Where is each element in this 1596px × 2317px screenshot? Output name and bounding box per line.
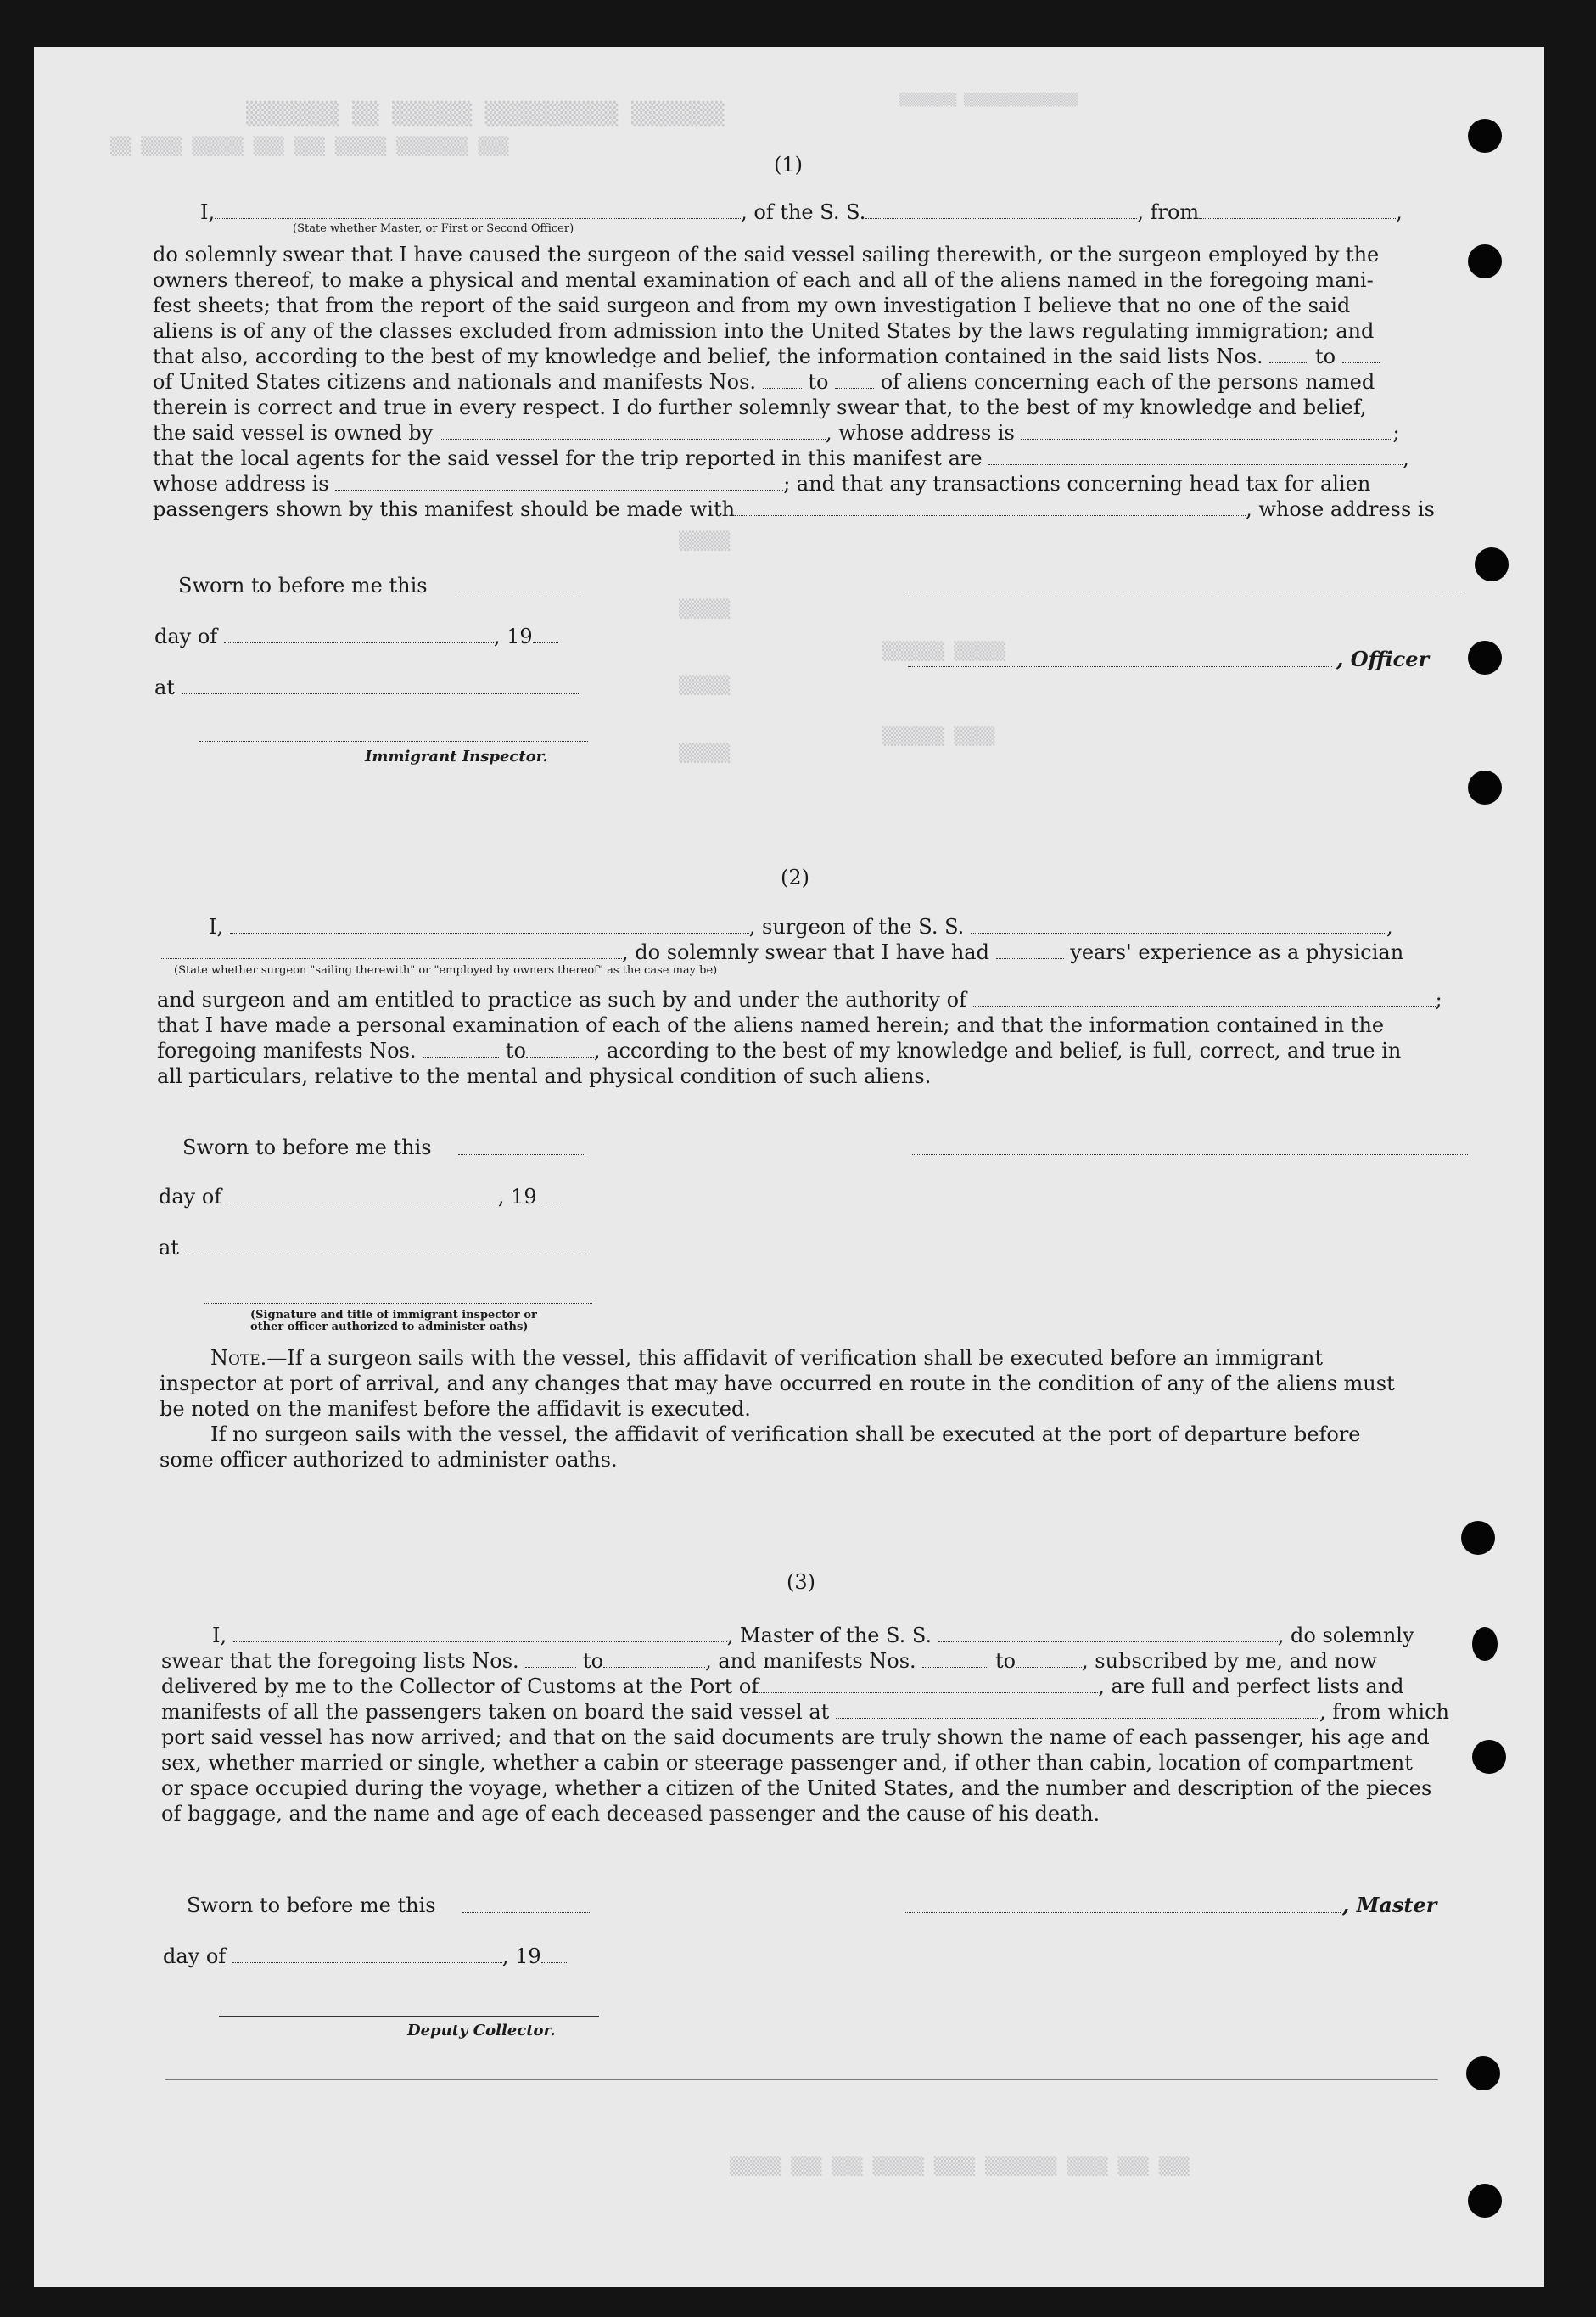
show-through-text: ▒▒▒▒▒ ▒▒▒ ▒▒▒ ▒▒▒▒▒ ▒▒▒▒ ▒▒▒▒▒▒▒ ▒▒▒▒ ▒▒▒ ▒▒▒ <box>730 2156 1190 2176</box>
manifests-to-field[interactable] <box>835 373 874 389</box>
s1-i-label: I, <box>200 200 216 224</box>
s1-inspector-caption: Immigrant Inspector. <box>365 748 548 766</box>
s2-note-line-5: some officer authorized to administer oaths. <box>160 1448 618 1472</box>
owner-address-field[interactable] <box>1021 424 1392 440</box>
surgeon-type-field[interactable] <box>230 917 749 934</box>
s2-sworn-field[interactable] <box>458 1154 585 1155</box>
s3-sworn-label: Sworn to before me this <box>187 1893 436 1917</box>
s2-line-4: that I have made a personal examination of each of the aliens named herein; and that the information contained in the <box>157 1013 1385 1037</box>
embarkation-port-field[interactable] <box>836 1703 1319 1719</box>
s1-at-row: at <box>154 675 579 700</box>
agents-address-field[interactable] <box>335 474 783 491</box>
s3-line-6: sex, whether married or single, whether a cabin or steerage passenger and, if other than cabin, location of compartment <box>161 1751 1413 1775</box>
s1-officer-caption: (State whether Master, or First or Second Officer) <box>293 222 574 235</box>
s2-surgeon-caption: (State whether surgeon "sailing therewith" or "employed by owners thereof" as the case may be) <box>174 964 718 977</box>
show-through-text: ▒▒▒▒▒ <box>679 743 731 763</box>
s2-at-row: at <box>159 1235 585 1260</box>
bottom-rule <box>165 2079 1438 2080</box>
s3-line-4: manifests of all the passengers taken on board the said vessel at , from which <box>161 1700 1449 1724</box>
punch-hole <box>1468 119 1502 153</box>
show-through-text: ▒▒▒▒▒ <box>679 598 731 619</box>
surgeon-name-field[interactable] <box>160 943 622 959</box>
authority-field[interactable] <box>973 990 1436 1007</box>
section-3-heading: (3) <box>787 1570 815 1594</box>
s3-lists-from-field[interactable] <box>525 1652 576 1668</box>
s3-master-label: , Master <box>1342 1893 1437 1917</box>
s2-at-field[interactable] <box>186 1238 585 1254</box>
show-through-text: ▒▒▒▒▒▒ ▒▒▒▒▒ <box>882 641 1005 661</box>
s1-line-7: of United States citizens and nationals and manifests Nos. to of aliens concerning each of the persons named <box>153 370 1375 394</box>
s3-collector-caption: Deputy Collector. <box>407 2022 556 2039</box>
s1-inspector-signature-line[interactable] <box>199 741 588 742</box>
s1-line-12: passengers shown by this manifest should be made with , whose address is <box>153 497 1435 521</box>
s2-line-1: I, , surgeon of the S. S. , <box>209 915 1393 939</box>
from-port-field[interactable] <box>1199 203 1396 219</box>
s3-day-of-row: day of , 19 <box>163 1944 567 1969</box>
s3-lists-to-field[interactable] <box>603 1652 705 1668</box>
head-tax-contact-field[interactable] <box>735 500 1246 516</box>
s1-line-6: that also, according to the best of my knowledge and belief, the information contained in the said lists Nos. to <box>153 344 1380 369</box>
lists-from-field[interactable] <box>1269 347 1308 363</box>
s3-line-2: swear that the foregoing lists Nos. to , and manifests Nos. to , subscribed by me, and now <box>161 1649 1377 1673</box>
s1-line-11: whose address is ; and that any transactions concerning head tax for alien <box>153 472 1371 496</box>
vessel-owner-field[interactable] <box>440 424 826 440</box>
s3-line-3: delivered by me to the Collector of Customs at the Port of , are full and perfect lists and <box>161 1675 1404 1698</box>
s3-master-signature-line[interactable] <box>904 1912 1341 1913</box>
lists-to-field[interactable] <box>1342 347 1380 363</box>
s2-note-line-2: inspector at port of arrival, and any changes that may have occurred en route in the condition of any of the aliens must <box>160 1372 1395 1395</box>
s1-line-8: therein is correct and true in every respect. I do further solemnly swear that, to the best of my knowledge and belief, <box>153 396 1367 419</box>
s3-line-8: of baggage, and the name and age of each deceased passenger and the cause of his death. <box>161 1802 1100 1826</box>
s1-line-1: I, , of the S. S. , from , <box>200 200 1403 224</box>
s3-day-field[interactable] <box>232 1947 502 1963</box>
s2-sig-caption-2: other officer authorized to administer oaths) <box>250 1321 529 1333</box>
s1-line-10: that the local agents for the said vessel for the trip reported in this manifest are , <box>153 446 1409 470</box>
show-through-text: ▒▒▒▒▒▒▒▒ ▒▒▒▒▒▒▒▒▒▒▒▒▒▒▒▒ <box>899 93 1078 107</box>
s2-line-5: foregoing manifests Nos. to , according to the best of my knowledge and belief, is full, correct, and true in <box>157 1039 1402 1063</box>
s2-manifests-from-field[interactable] <box>423 1041 499 1058</box>
s2-ss-name-field[interactable] <box>971 917 1386 934</box>
s1-at-field[interactable] <box>182 678 579 694</box>
s2-line-6: all particulars, relative to the mental and physical condition of such aliens. <box>157 1064 932 1088</box>
s2-line-2: , do solemnly swear that I have had years' experience as a physician <box>160 940 1403 965</box>
s2-note-line-1: Note.—If a surgeon sails with the vessel, this affidavit of verification shall be executed before an immigrant <box>210 1346 1324 1370</box>
punch-hole <box>1466 2056 1500 2090</box>
s1-sworn-label: Sworn to before me this <box>178 574 428 597</box>
local-agents-field[interactable] <box>988 449 1403 465</box>
show-through-text: ▒▒ ▒▒▒▒ ▒▒▒▒▒ ▒▒▒ ▒▒▒ ▒▒▒▒▒ ▒▒▒▒▒▒▒ ▒▒▒ <box>110 136 509 156</box>
s2-line-3: and surgeon and am entitled to practice as such by and under the authority of ; <box>157 988 1442 1012</box>
s2-surgeon-signature-line[interactable] <box>912 1154 1468 1155</box>
s1-from-label: , from <box>1137 200 1200 224</box>
section-2-heading: (2) <box>781 866 809 889</box>
s3-year-field[interactable] <box>541 1947 567 1963</box>
s3-ss-name-field[interactable] <box>938 1626 1278 1642</box>
s1-line-2: do solemnly swear that I have caused the surgeon of the said vessel sailing therewith, or the surgeon employed by the <box>153 243 1380 266</box>
s1-line-4: fest sheets; that from the report of the said surgeon and from my own investigation I believe that no one of the said <box>153 294 1351 317</box>
s2-sig-caption-1: (Signature and title of immigrant inspector or <box>250 1309 537 1321</box>
show-through-text: ▒▒▒▒▒▒ ▒▒▒▒ <box>882 726 995 746</box>
s1-of-ss-label: , of the S. S. <box>741 200 866 224</box>
s3-manifests-to-field[interactable] <box>1016 1652 1082 1668</box>
punch-hole <box>1472 1740 1506 1774</box>
punch-hole <box>1468 244 1502 278</box>
s2-note-line-4: If no surgeon sails with the vessel, the affidavit of verification shall be executed at the port of departure before <box>210 1422 1361 1446</box>
s1-officer-name-line[interactable] <box>908 666 1332 667</box>
s2-day-of-row: day of , 19 <box>159 1184 563 1209</box>
s2-inspector-signature-line[interactable] <box>204 1303 592 1304</box>
s3-manifests-from-field[interactable] <box>922 1652 988 1668</box>
s1-line-9: the said vessel is owned by , whose address is ; <box>153 421 1400 445</box>
punch-hole <box>1475 547 1509 581</box>
s2-manifests-to-field[interactable] <box>526 1041 594 1058</box>
show-through-text: ▒▒▒▒▒ <box>679 530 731 551</box>
years-experience-field[interactable] <box>996 943 1064 959</box>
s3-line-7: or space occupied during the voyage, whether a citizen of the United States, and the number and description of the pieces <box>161 1776 1432 1800</box>
s3-line-1: I, , Master of the S. S. , do solemnly <box>212 1624 1414 1647</box>
manifests-from-field[interactable] <box>763 373 802 389</box>
ss-name-field[interactable] <box>865 203 1137 219</box>
s1-day-of-row: day of , 19 <box>154 624 558 649</box>
s3-sworn-field[interactable] <box>462 1912 590 1913</box>
s1-day-field[interactable] <box>224 627 494 643</box>
punch-hole <box>1468 641 1502 675</box>
section-1-heading: (1) <box>774 153 803 177</box>
s3-collector-signature-line[interactable] <box>219 2016 599 2017</box>
master-name-field[interactable] <box>233 1626 727 1642</box>
show-through-text: ▒▒▒▒▒ <box>679 675 731 695</box>
officer-title-field[interactable] <box>215 203 741 219</box>
punch-hole <box>1461 1521 1495 1555</box>
s1-officer-label: , Officer <box>1336 647 1430 671</box>
punch-hole <box>1468 2184 1502 2218</box>
s1-line-5: aliens is of any of the classes excluded from admission into the United States by the laws regulating immigration; and <box>153 319 1375 343</box>
s2-sworn-label: Sworn to before me this <box>182 1136 432 1159</box>
punch-hole <box>1468 771 1502 805</box>
punch-hole <box>1472 1627 1498 1661</box>
s1-year-field[interactable] <box>533 627 558 643</box>
form-page <box>34 47 1544 2287</box>
s2-note-line-3: be noted on the manifest before the affidavit is executed. <box>160 1397 751 1421</box>
s2-day-field[interactable] <box>228 1187 498 1203</box>
s1-line-3: owners thereof, to make a physical and mental examination of each and all of the aliens named in the foregoing mani- <box>153 268 1374 292</box>
s2-year-field[interactable] <box>537 1187 563 1203</box>
s3-line-5: port said vessel has now arrived; and that on the said documents are truly shown the name of each passenger, his age and <box>161 1725 1430 1749</box>
show-through-text: ▒▒▒▒▒▒▒ ▒▒ ▒▒▒▒▒▒ ▒▒▒▒▒▒▒▒▒▒ ▒▒▒▒▒▒▒ <box>246 102 725 127</box>
collector-port-field[interactable] <box>759 1677 1098 1693</box>
